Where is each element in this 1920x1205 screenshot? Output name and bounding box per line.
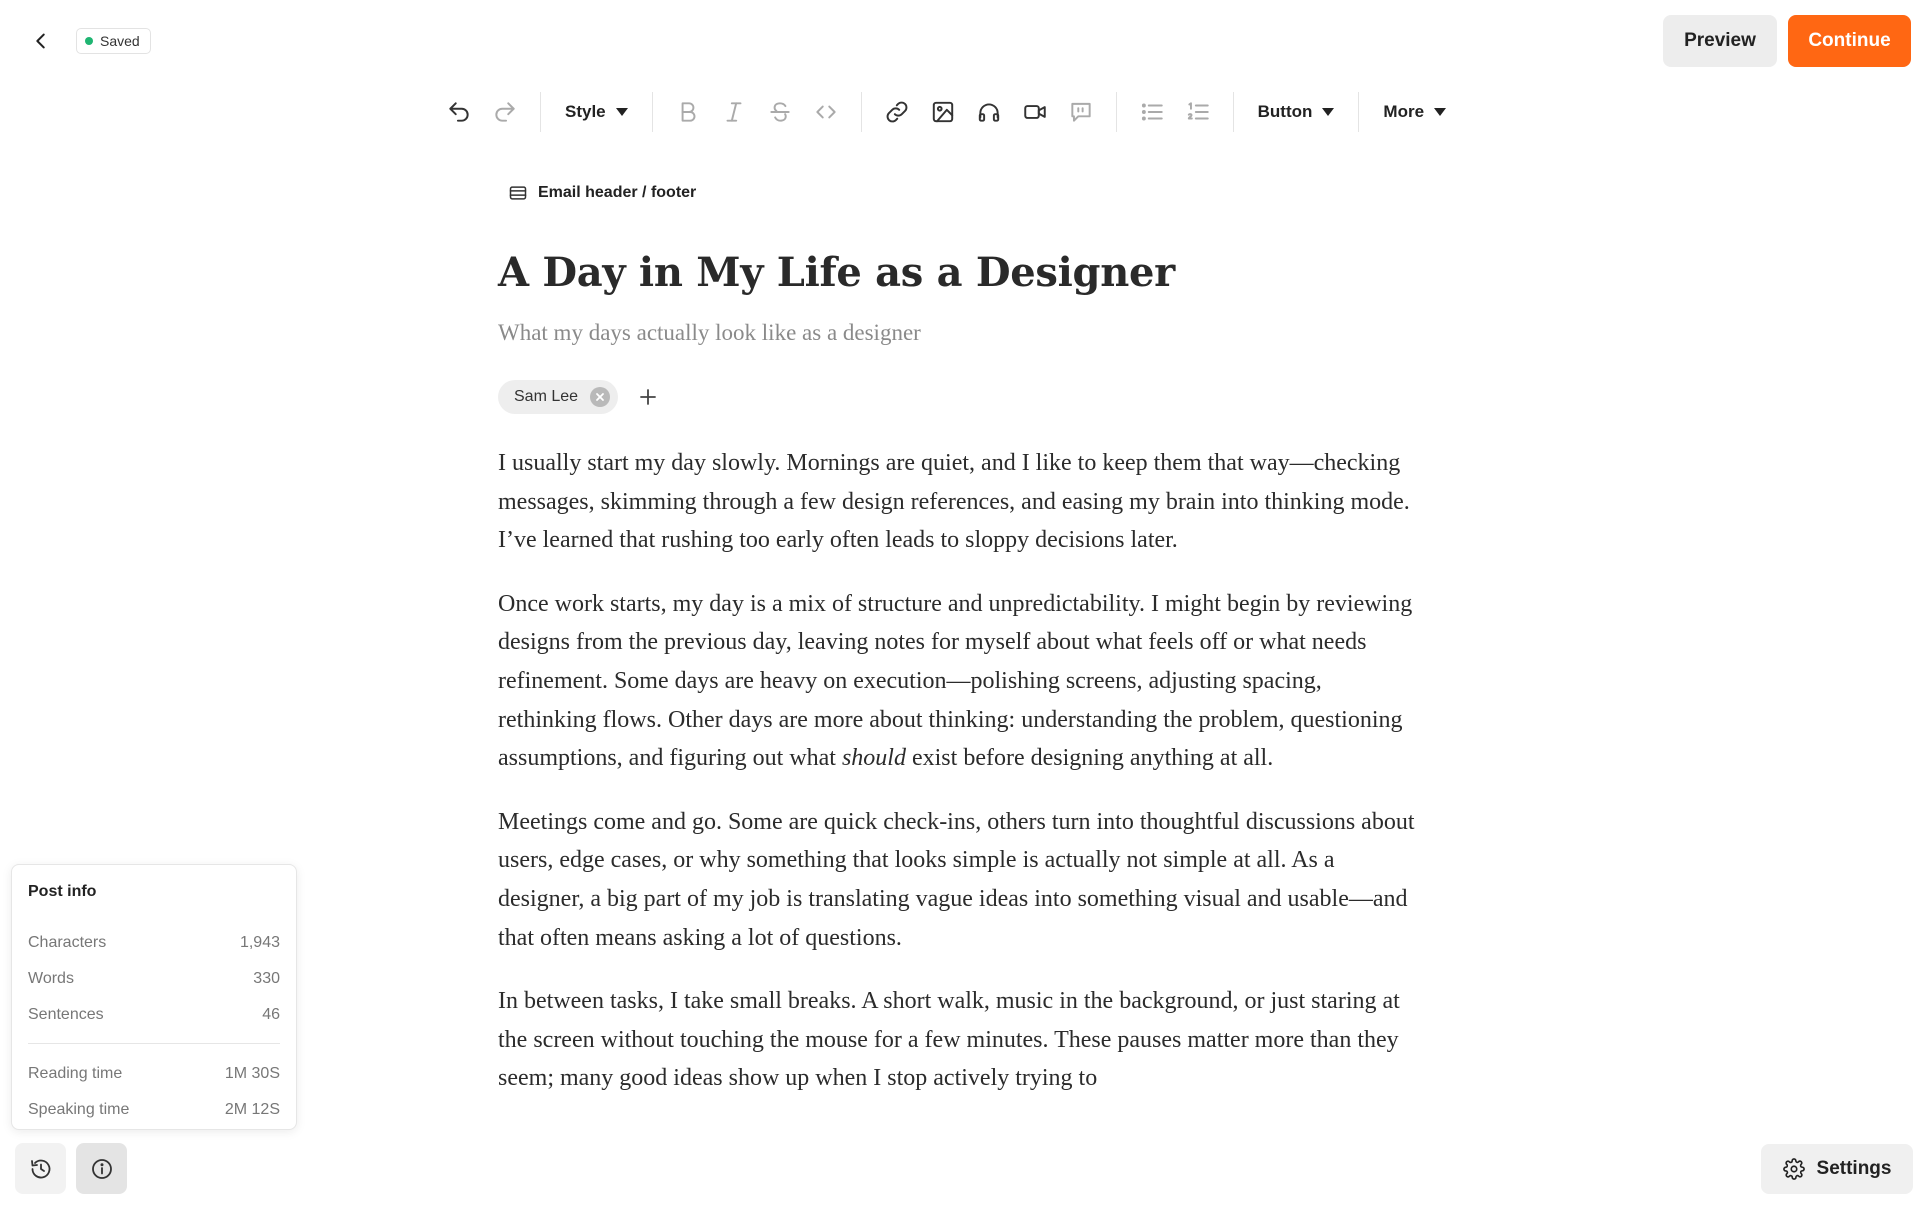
gear-icon: [1783, 1158, 1805, 1180]
caret-down-icon: [1322, 108, 1334, 116]
post-editor: [498, 180, 1418, 1123]
redo-button[interactable]: [482, 89, 528, 135]
image-button[interactable]: [920, 89, 966, 135]
settings-label: Settings: [1816, 1158, 1892, 1179]
headphones-icon: [976, 99, 1002, 125]
history-icon: [29, 1157, 53, 1181]
redo-icon: [492, 99, 518, 125]
preview-button[interactable]: Preview: [1663, 15, 1777, 67]
strikethrough-icon: [767, 99, 793, 125]
style-dropdown[interactable]: [553, 89, 640, 135]
caret-down-icon: [616, 108, 628, 116]
author-chip[interactable]: [498, 380, 618, 414]
italic-icon: [721, 99, 747, 125]
post-info-value: 46: [262, 1006, 280, 1023]
post-info-label: Reading time: [28, 1065, 123, 1082]
post-info-row: [28, 1092, 280, 1128]
button-dropdown-label: Button: [1257, 102, 1313, 121]
video-button[interactable]: [1012, 89, 1058, 135]
strikethrough-button[interactable]: [757, 89, 803, 135]
body-paragraph: Meetings come and go. Some are quick check-ins, others turn into thoughtful discussions about users, edge cases, or why something that looks simple is actually not simple at all. As a designer, a big part of my job is translating vague ideas into something visual and usable—and that often means asking a lot of questions.: [498, 808, 1415, 951]
bullet-list-button[interactable]: [1129, 89, 1175, 135]
post-info-label: Sentences: [28, 1006, 104, 1023]
more-dropdown[interactable]: [1371, 89, 1458, 135]
comment-button[interactable]: [1058, 89, 1104, 135]
author-list: [498, 380, 1418, 414]
link-button[interactable]: [874, 89, 920, 135]
body-text-segment: exist before designing anything at all.: [905, 745, 1274, 772]
saved-dot-icon: [85, 37, 93, 45]
email-template-icon: [508, 183, 528, 203]
close-icon: [595, 392, 605, 402]
italic-button[interactable]: [711, 89, 757, 135]
chevron-left-icon: [30, 30, 52, 52]
post-info-label: Speaking time: [28, 1101, 130, 1118]
code-button[interactable]: [803, 89, 849, 135]
bold-icon: [675, 99, 701, 125]
toolbar-divider: [1358, 92, 1359, 132]
version-history-button[interactable]: [15, 1143, 66, 1194]
post-info-value: 330: [253, 970, 280, 987]
top-bar: [0, 0, 1920, 80]
post-info-value: 1M 30S: [224, 1065, 280, 1082]
post-info-title: Post info: [28, 883, 97, 900]
post-info-divider: [28, 1043, 280, 1044]
saved-label: Saved: [100, 33, 140, 49]
body-paragraph: In between tasks, I take small breaks. A short walk, music in the background, or just staring at the screen without touching the mouse for a few minutes. These pauses matter more than they seem; many good ideas show up when I stop actively trying to: [498, 988, 1400, 1092]
body-paragraph: [498, 585, 1418, 778]
post-info-value: 2M 12S: [224, 1101, 280, 1118]
post-title[interactable]: A Day in My Life as a Designer: [498, 249, 1175, 296]
post-info-value: 1,943: [239, 934, 280, 951]
saved-status-badge: [76, 28, 151, 54]
undo-button[interactable]: [436, 89, 482, 135]
audio-button[interactable]: [966, 89, 1012, 135]
post-info-row: [28, 961, 280, 997]
toolbar-divider: [652, 92, 653, 132]
post-info-row: [28, 997, 280, 1033]
post-info-panel: [11, 864, 297, 1130]
body-italic-text: should: [841, 745, 906, 772]
post-info-label: Characters: [28, 934, 107, 951]
body-paragraph: I usually start my day slowly. Mornings are quiet, and I like to keep them that way—checking messages, skimming through a few design references, and easing my brain into thinking mode. I’ve learned that rushing too early often leads to sloppy decisions later.: [498, 450, 1410, 554]
post-info-button[interactable]: [76, 1143, 127, 1194]
button-dropdown[interactable]: [1246, 89, 1347, 135]
editor-toolbar: [436, 88, 1458, 136]
body-text-segment: Once work starts, my day is a mix of structure and unpredictability. I might begin by reviewing designs from the previous day, leaving notes for myself about what feels off or what needs refinement. Some days are heavy on execution—polishing screens, adjusting spacing, rethinking flows. Other days are more about thinking: understanding the problem, questioning assumptions, and figuring out what: [498, 590, 1413, 772]
quote-comment-icon: [1068, 99, 1094, 125]
post-info-label: Words: [28, 970, 74, 987]
style-dropdown-label: Style: [565, 102, 606, 121]
toolbar-divider: [1116, 92, 1117, 132]
add-author-button[interactable]: [634, 383, 662, 411]
undo-icon: [446, 99, 472, 125]
numbered-list-icon: [1185, 99, 1211, 125]
more-dropdown-label: More: [1383, 102, 1425, 121]
post-subtitle[interactable]: What my days actually look like as a designer: [498, 320, 921, 345]
toolbar-divider: [1233, 92, 1234, 132]
caret-down-icon: [1434, 108, 1446, 116]
author-name: Sam Lee: [514, 388, 579, 405]
code-icon: [813, 99, 839, 125]
toolbar-divider: [540, 92, 541, 132]
post-info-row: [28, 1056, 280, 1092]
post-info-row: [28, 925, 280, 961]
link-icon: [884, 99, 910, 125]
settings-button[interactable]: [1761, 1144, 1913, 1194]
numbered-list-button[interactable]: [1175, 89, 1221, 135]
bold-button[interactable]: [665, 89, 711, 135]
bullet-list-icon: [1139, 99, 1165, 125]
back-button[interactable]: [26, 26, 56, 56]
plus-icon: [638, 387, 658, 407]
email-header-footer-button[interactable]: [508, 180, 1418, 206]
info-icon: [90, 1157, 114, 1181]
email-header-footer-label: Email header / footer: [538, 184, 697, 201]
remove-author-button[interactable]: [590, 387, 610, 407]
video-camera-icon: [1022, 99, 1048, 125]
continue-button[interactable]: Continue: [1788, 15, 1911, 67]
image-icon: [930, 99, 956, 125]
post-body[interactable]: [498, 444, 1418, 1098]
toolbar-divider: [861, 92, 862, 132]
